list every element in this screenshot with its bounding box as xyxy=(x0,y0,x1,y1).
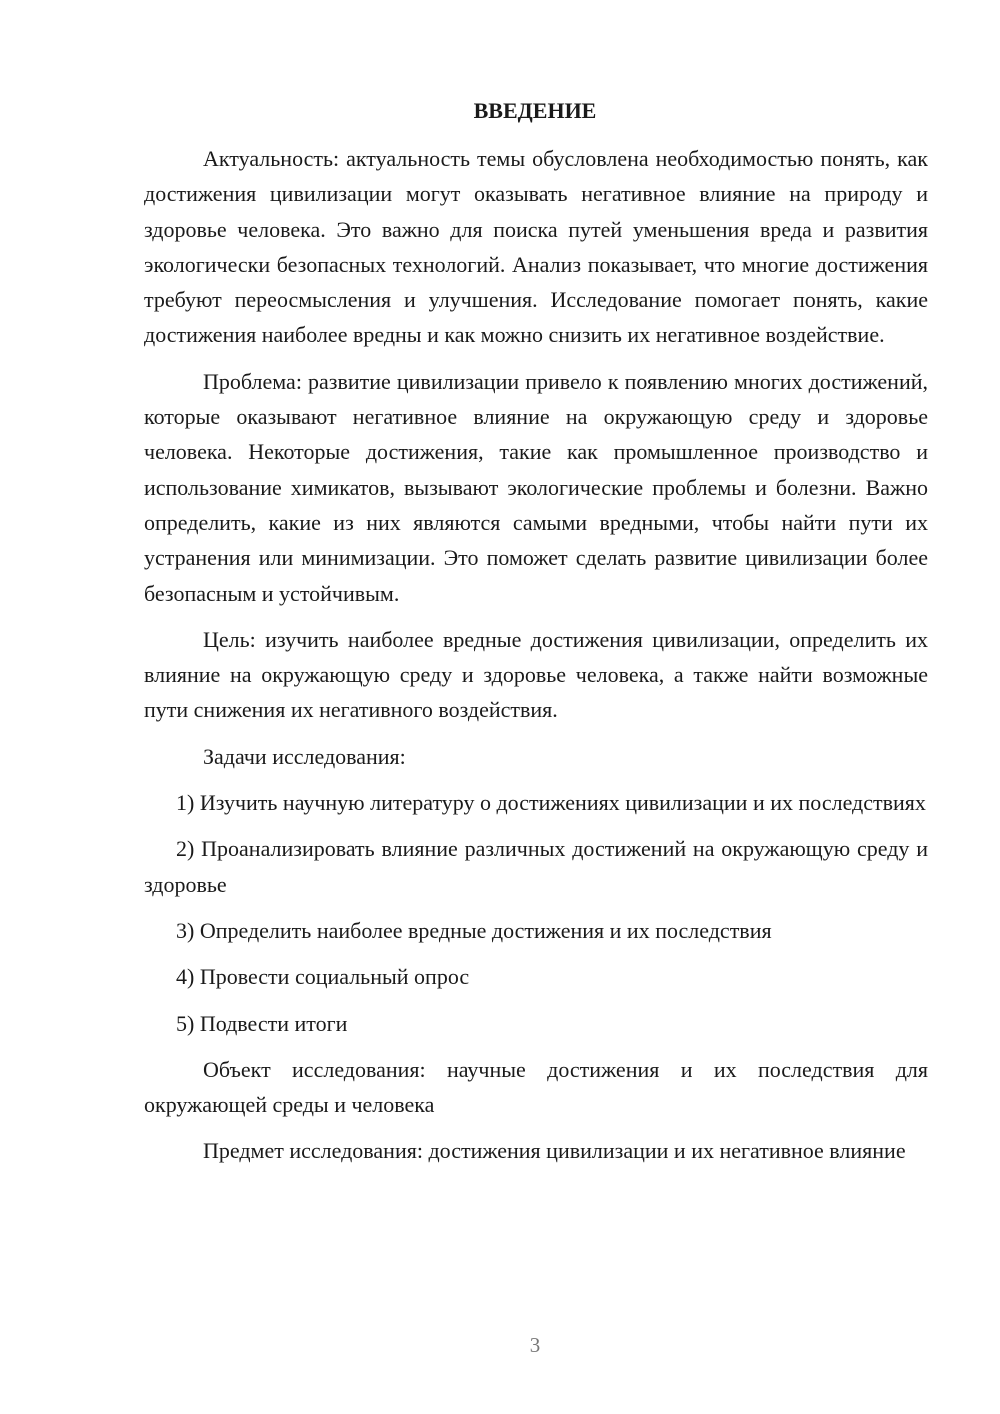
section-title: ВВЕДЕНИЕ xyxy=(473,98,597,123)
relevance-paragraph: Актуальность: актуальность темы обусловлена необходимостью понять, как достижения цивилизации могут оказывать негативное влияние на природу и здоровье человека. Это важно для поиска путей уменьшения вреда и развития экологически безопасных технологий. Анализ показывает, что многие достижения требуют переосмысления и улучшения. Исследование помогает понять, какие достижения наиболее вредны и как можно снизить их негативное воздействие. xyxy=(144,146,928,348)
problem-paragraph: Проблема: развитие цивилизации привело к появлению многих достижений, которые оказывают негативное влияние на окружающую среду и здоровье человека. Некоторые достижения, такие как промышленное производство и использование химикатов, вызывают экологические проблемы и болезни. Важно определить, какие из них являются самыми вредными, чтобы найти пути их устранения или минимизации. Это поможет сделать развитие цивилизации более безопасным и устойчивым. xyxy=(144,368,928,606)
page-number: 3 xyxy=(529,1333,541,1357)
document-body xyxy=(144,141,928,1180)
task-item: 2) Проанализировать влияние различных достижений на окружающую среду и здоровье xyxy=(144,836,928,897)
task-item: 5) Подвести итоги xyxy=(176,1010,348,1036)
tasks-heading: Задачи исследования: xyxy=(203,743,406,769)
task-item: 4) Провести социальный опрос xyxy=(176,964,470,990)
subject-paragraph: Предмет исследования: достижения цивилизации и их негативное влияние xyxy=(203,1138,906,1164)
task-item: 1) Изучить научную литературу о достижениях цивилизации и их последствиях xyxy=(176,790,926,816)
object-paragraph: Объект исследования: научные достижения и их последствия для окружающей среды и человека xyxy=(144,1056,928,1118)
goal-paragraph: Цель: изучить наиболее вредные достижения цивилизации, определить их влияние на окружающую среду и здоровье человека, а также найти возможные пути снижения их негативного воздействия. xyxy=(144,626,928,723)
task-item: 3) Определить наиболее вредные достижения и их последствия xyxy=(176,917,772,943)
